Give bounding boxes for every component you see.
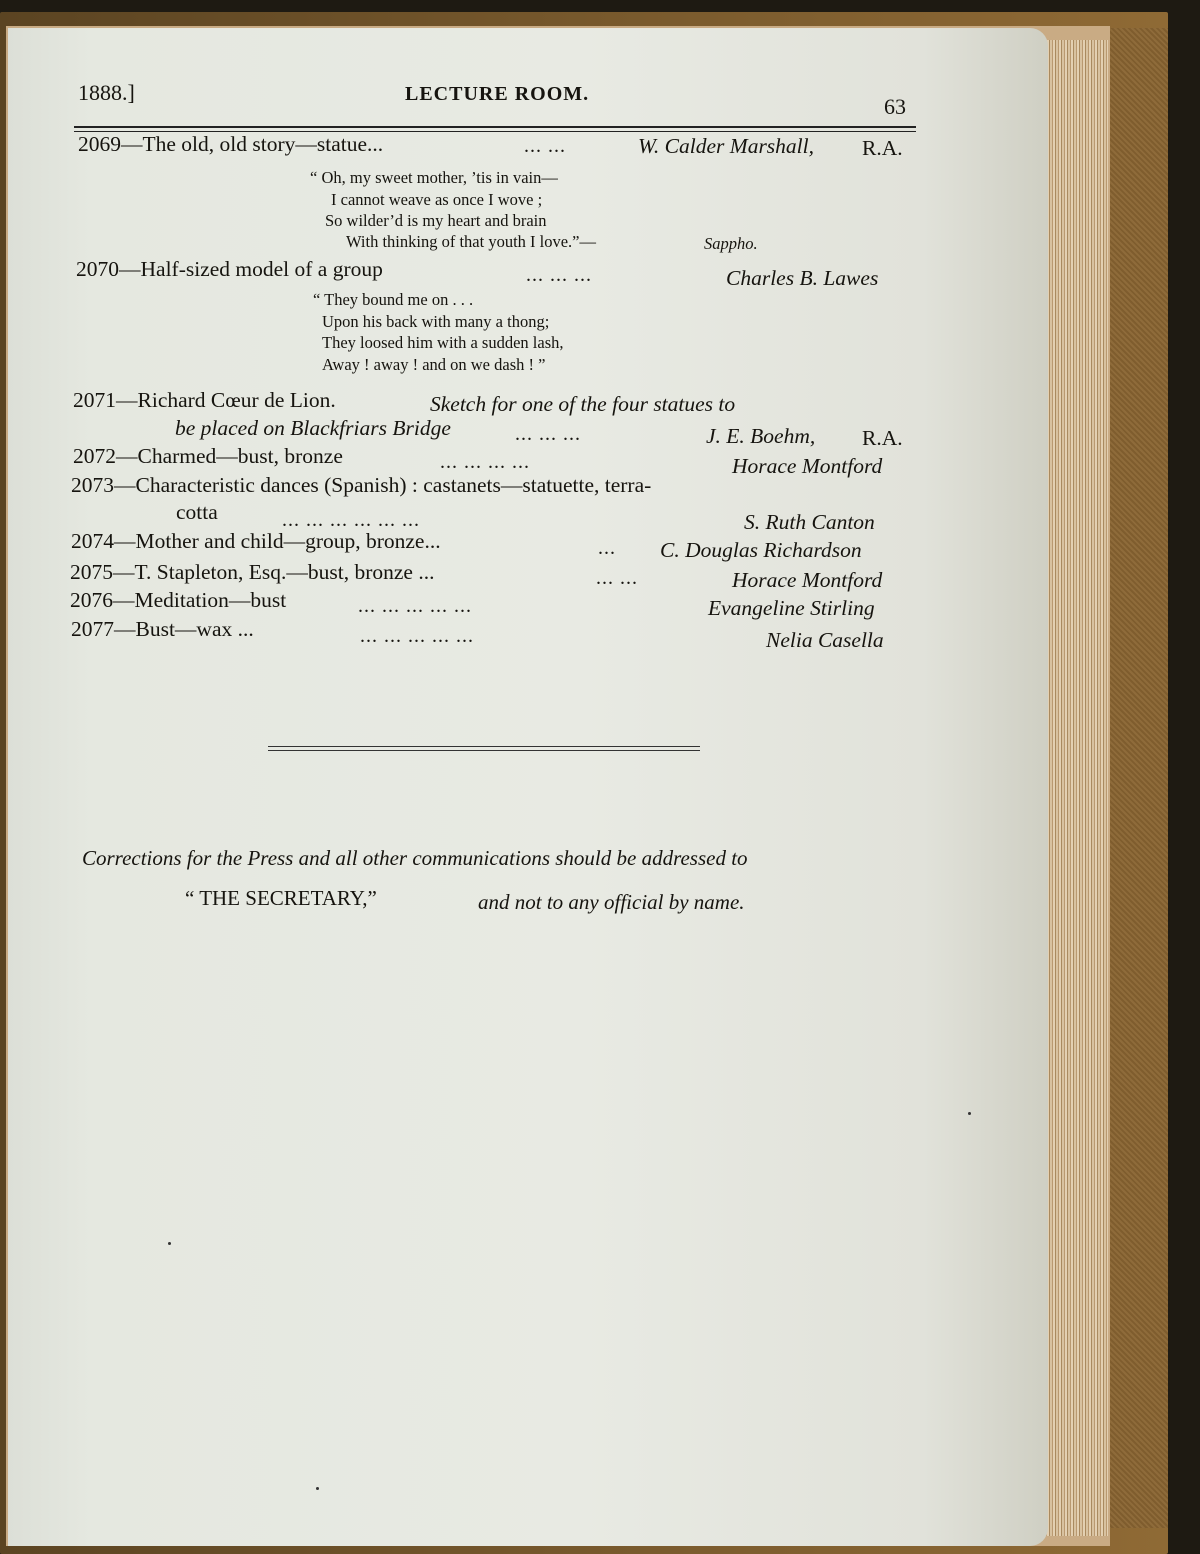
entry-2069-quote-line-1: “ Oh, my sweet mother, ’tis in vain— xyxy=(310,168,558,187)
entry-2072-artist: Horace Montford xyxy=(732,454,883,478)
entry-2076-dots: ... ... ... ... ... xyxy=(358,595,472,617)
entry-2072-title: 2072—Charmed—bust, bronze xyxy=(73,444,343,468)
entry-2073-artist: S. Ruth Canton xyxy=(744,510,875,534)
entry-2069-quote-line-2: I cannot weave as once I wove ; xyxy=(331,190,543,209)
entry-2070-quote-line-1: “ They bound me on . . . xyxy=(313,290,474,309)
paper-speck xyxy=(168,1242,171,1245)
entry-2069-title: 2069—The old, old story—statue... xyxy=(78,132,384,156)
entry-2074-dots: ... xyxy=(598,537,616,559)
section-separator xyxy=(268,746,700,747)
entry-2075-title: 2075—T. Stapleton, Esq.—bust, bronze ... xyxy=(70,560,435,584)
entry-2070-quote-line-3: They loosed him with a sudden lash, xyxy=(322,333,564,352)
page-number: 63 xyxy=(884,94,906,119)
corrections-notice: Corrections for the Press and all other communications should be addressed to xyxy=(82,846,748,870)
entry-2070-quote-line-2: Upon his back with many a thong; xyxy=(322,312,550,331)
entry-2069-dots: ... ... xyxy=(524,135,566,157)
entry-2071-description-cont: be placed on Blackfriars Bridge xyxy=(175,416,451,440)
entry-2077-title: 2077—Bust—wax ... xyxy=(71,617,254,641)
entry-2073-title: 2073—Characteristic dances (Spanish) : castanets—statuette, terra- xyxy=(71,473,652,497)
entry-2075-artist: Horace Montford xyxy=(732,568,883,592)
cover-cloth-edge xyxy=(1100,28,1168,1528)
entry-2071-description: Sketch for one of the four statues to xyxy=(430,392,736,416)
entry-2069-quote-line-3: So wilder’d is my heart and brain xyxy=(325,211,547,230)
entry-2070-quote-line-4: Away ! away ! and on we dash ! ” xyxy=(322,355,546,374)
entry-2075-dots: ... ... xyxy=(596,567,638,589)
header-title: LECTURE ROOM. xyxy=(405,83,590,105)
paper-speck xyxy=(968,1112,971,1115)
entry-2070-title: 2070—Half-sized model of a group xyxy=(76,257,383,281)
entry-2074-title: 2074—Mother and child—group, bronze... xyxy=(71,529,441,553)
paper-speck xyxy=(316,1487,319,1490)
entry-2076-artist: Evangeline Stirling xyxy=(708,596,875,620)
entry-2069-honours: R.A. xyxy=(862,136,903,160)
book-page xyxy=(8,28,1048,1546)
entry-2077-dots: ... ... ... ... ... xyxy=(360,625,474,647)
entry-2074-artist: C. Douglas Richardson xyxy=(660,538,862,562)
entry-2072-dots: ... ... ... ... xyxy=(440,451,530,473)
entry-2070-dots: ... ... ... xyxy=(526,264,592,286)
corrections-notice-cont: and not to any official by name. xyxy=(478,890,745,914)
entry-2073-title-cont: cotta xyxy=(176,500,218,524)
entry-2071-dots: ... ... ... xyxy=(515,423,581,445)
entry-2071-title: 2071—Richard Cœur de Lion. xyxy=(73,388,336,412)
entry-2069-quote-source: Sappho. xyxy=(704,234,758,253)
header-year: 1888.] xyxy=(78,80,135,105)
header-rule xyxy=(74,126,916,128)
entry-2071-artist: J. E. Boehm, xyxy=(706,424,816,448)
section-separator-thin xyxy=(268,750,700,751)
entry-2077-artist: Nelia Casella xyxy=(766,628,884,652)
entry-2071-honours: R.A. xyxy=(862,426,903,450)
entry-2076-title: 2076—Meditation—bust xyxy=(70,588,287,612)
entry-2070-artist: Charles B. Lawes xyxy=(726,266,879,290)
entry-2069-quote-line-4: With thinking of that youth I love.”— xyxy=(346,232,597,251)
entry-2073-dots: ... ... ... ... ... ... xyxy=(282,509,420,531)
entry-2069-artist: W. Calder Marshall, xyxy=(638,134,814,158)
secretary-address: “ THE SECRETARY,” xyxy=(185,886,377,910)
